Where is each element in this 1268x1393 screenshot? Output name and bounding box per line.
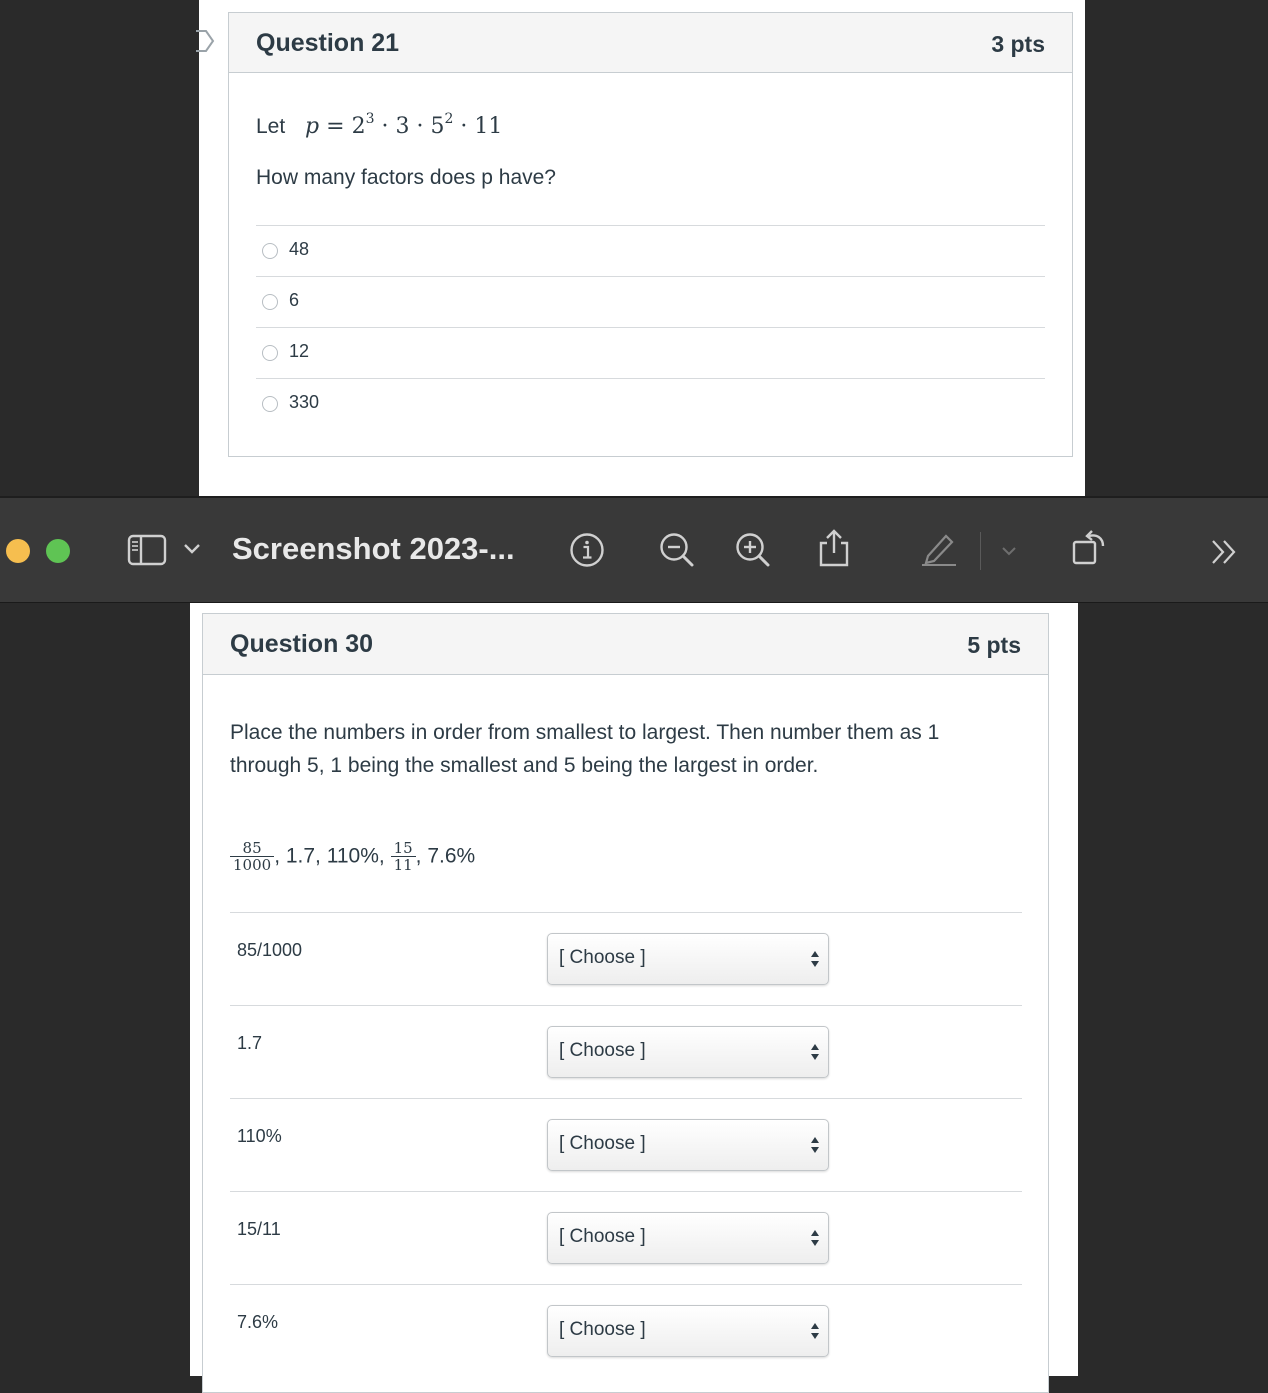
select-arrows-icon [810, 1228, 820, 1248]
matching-label: 85/1000 [237, 940, 303, 960]
minimize-window-button[interactable] [6, 539, 30, 563]
dropdown-value: [ Choose ] [559, 1040, 646, 1061]
zoom-out-icon[interactable] [658, 531, 696, 569]
answer-label: 6 [289, 290, 300, 310]
preview-toolbar [0, 496, 1268, 603]
more-tools-chevron-icon[interactable] [1210, 539, 1240, 565]
numbers-list: $\frac{85}{1000}$ , 1.7, 110%, $\frac{15}{11}$ , 7.6% [230, 840, 475, 884]
zoom-in-icon[interactable] [734, 531, 772, 569]
question-title: Question 21 [256, 29, 400, 57]
sidebar-toggle-icon[interactable] [127, 534, 169, 566]
choose-dropdown[interactable] [547, 933, 829, 985]
info-icon[interactable] [569, 532, 605, 568]
matching-row [230, 1191, 1022, 1284]
chevron-down-icon[interactable] [1001, 546, 1017, 556]
matching-label: 15/11 [237, 1219, 281, 1239]
toolbar-divider [980, 532, 981, 570]
fraction: $\frac{85}{1000}$ [230, 840, 274, 873]
choose-dropdown[interactable] [547, 1026, 829, 1078]
choose-dropdown[interactable] [547, 1212, 829, 1264]
answer-option[interactable] [256, 327, 1045, 378]
question-21-header [229, 13, 1072, 73]
math-expression [256, 113, 502, 139]
dropdown-value: [ Choose ] [559, 1319, 646, 1340]
select-arrows-icon [810, 1042, 820, 1062]
answer-option[interactable] [256, 276, 1045, 327]
matching-row [230, 912, 1022, 1005]
question-title: Question 30 [230, 630, 374, 658]
question-flag-icon[interactable] [195, 30, 215, 52]
matching-row [230, 1284, 1022, 1377]
chevron-down-icon[interactable] [183, 543, 201, 555]
share-icon[interactable] [816, 528, 852, 568]
radio-button[interactable] [262, 396, 278, 412]
document-title: Screenshot 2023-... [232, 531, 515, 566]
fraction: $\frac{15}{11}$ [391, 840, 416, 873]
answer-label: 12 [289, 341, 310, 361]
answer-option[interactable] [256, 378, 1045, 429]
question-prompt: How many factors does p have? [256, 166, 556, 189]
question-points: 3 pts [991, 31, 1045, 57]
answer-label: 48 [289, 239, 310, 259]
let-label: Let [256, 115, 286, 139]
dropdown-value: [ Choose ] [559, 1133, 646, 1154]
question-prompt: Place the numbers in order from smallest to largest. Then number them as 1 through 5, 1 being the smallest and 5 being the largest in order. [230, 721, 940, 777]
question-30-card [202, 613, 1049, 1393]
choose-dropdown[interactable] [547, 1119, 829, 1171]
equation: $p = 2^3 \cdot 3 \cdot 5^2 \cdot 11$ [305, 111, 503, 140]
select-arrows-icon [810, 1321, 820, 1341]
zoom-window-button[interactable] [46, 539, 70, 563]
matching-label: 110% [237, 1126, 282, 1146]
radio-button[interactable] [262, 294, 278, 310]
answer-option[interactable] [256, 225, 1045, 276]
matching-row [230, 1005, 1022, 1098]
matching-label: 1.7 [237, 1033, 263, 1053]
choose-dropdown[interactable] [547, 1305, 829, 1357]
matching-row [230, 1098, 1022, 1191]
answer-label: 330 [289, 392, 320, 412]
select-arrows-icon [810, 1135, 820, 1155]
dropdown-value: [ Choose ] [559, 947, 646, 968]
rotate-icon[interactable] [1070, 528, 1110, 568]
question-points: 5 pts [967, 632, 1021, 658]
question-30-header [203, 614, 1048, 675]
question-21-card [228, 12, 1073, 457]
radio-button[interactable] [262, 243, 278, 259]
matching-label: 7.6% [237, 1312, 279, 1332]
radio-button[interactable] [262, 345, 278, 361]
dropdown-value: [ Choose ] [559, 1226, 646, 1247]
select-arrows-icon [810, 949, 820, 969]
markup-pen-icon[interactable] [920, 530, 958, 566]
